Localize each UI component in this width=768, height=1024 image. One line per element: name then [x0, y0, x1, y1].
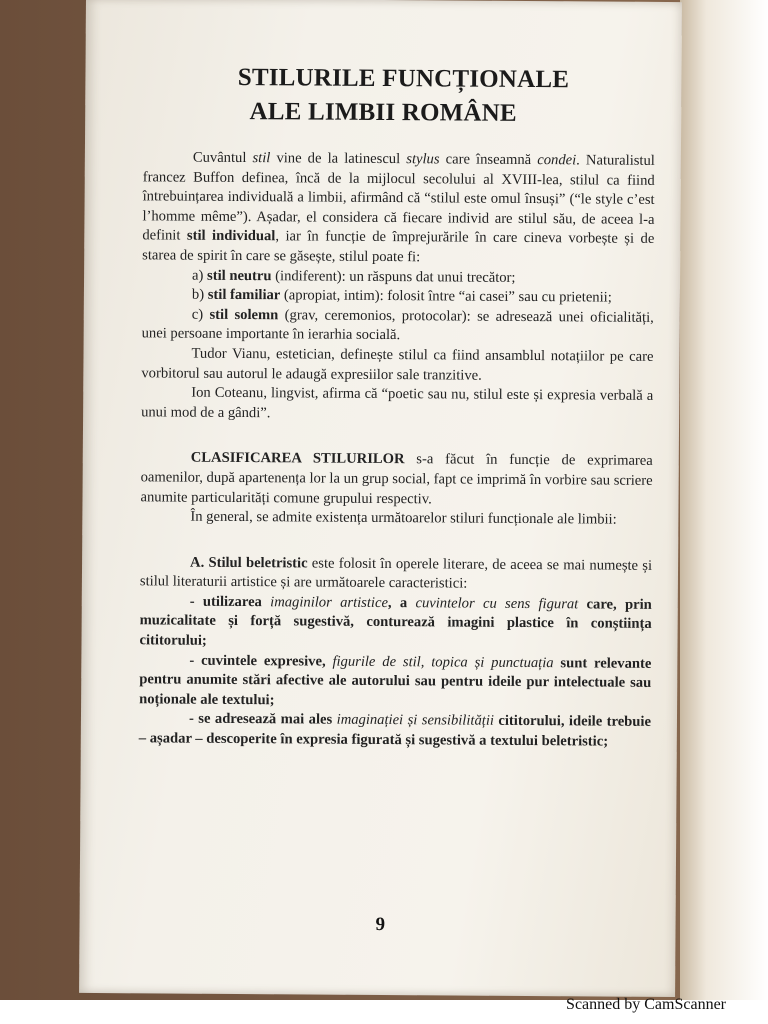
bullet-cuvinte-expresive: - cuvintele expresive, figurile de stil, topica și punctuația sunt relevante pentru anumite stări afective ale autorului sau pentru ideile pur intelectuale sau noționale ale textului; — [139, 652, 652, 709]
scanner-watermark: Scanned by CamScanner — [566, 996, 726, 1013]
bullet-imaginatie: - se adresează mai ales imaginației și sensibilității cititorului, ideile trebuie – așadar – descoperite în expresia figurată și sugestivă a textului beletristic; — [138, 711, 652, 750]
paragraph-vianu: Tudor Vianu, estetician, definește stilul ca fiind ansamblul notațiilor pe care vorbitorul sau autorul le adaugă expresiilor sale tranzitive. — [141, 345, 654, 384]
book-page — [79, 0, 682, 997]
bullet-imagini: - utilizarea imaginilor artistice, a cuvintelor cu sens figurat care, prin muzicalitate și forță sugestivă, conturează imagini plastice în conștiința cititorului; — [139, 593, 652, 649]
list-item-stil-familiar: b) stil familiar (apropiat, intim): folosit între “ai casei” sau cu prietenii; — [191, 286, 612, 306]
paragraph-coteanu: Ion Coteanu, lingvist, afirma că “poetic sau nu, stilul este și expresia verbală a unui mod de a gândi”. — [141, 384, 654, 421]
paragraph-general: În general, se admite existența următoarelor stiluri funcționale ale limbii: — [190, 508, 617, 528]
paragraph-clasificare: CLASIFICAREA STILURILOR s-a făcut în funcție de exprimarea oamenilor, după apartenența lor la un grup social, fapt ce imprimă în vorbire sau scriere anumite particularități comune grupului respectiv. — [140, 449, 653, 507]
scan-background-edge — [680, 0, 768, 1000]
section-a-heading: A. Stilul beletristic este folosit în operele literare, de aceea se mai numește și stilul literaturii artistice și are următoarele caracteristici: — [139, 554, 653, 592]
title-line-1: STILURILE FUNCȚIONALE — [237, 63, 570, 94]
page-number: 9 — [375, 913, 386, 936]
list-item-stil-solemn: c) stil solemn (grav, ceremonios, protocolar): se adresează unei oficialități, unei persoane importante în ierarhia socială. — [141, 306, 654, 344]
body-text — [139, 148, 655, 752]
list-item-stil-neutru: a) stil neutru (indiferent): un răspuns dat unui trecător; — [192, 267, 516, 286]
page-title — [85, 60, 681, 132]
paragraph-intro: Cuvântul stil vine de la latinescul stylus care înseamnă condei. Naturalistul francez Buffon definea, încă de la mijlocul secolului al XVIII-lea, stilul ca fiind întrebuințarea individuală a limbii, afirmând că “stilul este omul însuși” (“le style c’est l’homme même”). Așadar, el considera că fiecare individ are stilul său, de aceea l-a definit stil individual, iar în funcție de împrejurările în care cineva vorbește și de starea de spirit în care se găsește, stilul poate fi: — [142, 149, 655, 266]
title-line-2: ALE LIMBII ROMÂNE — [249, 98, 517, 127]
